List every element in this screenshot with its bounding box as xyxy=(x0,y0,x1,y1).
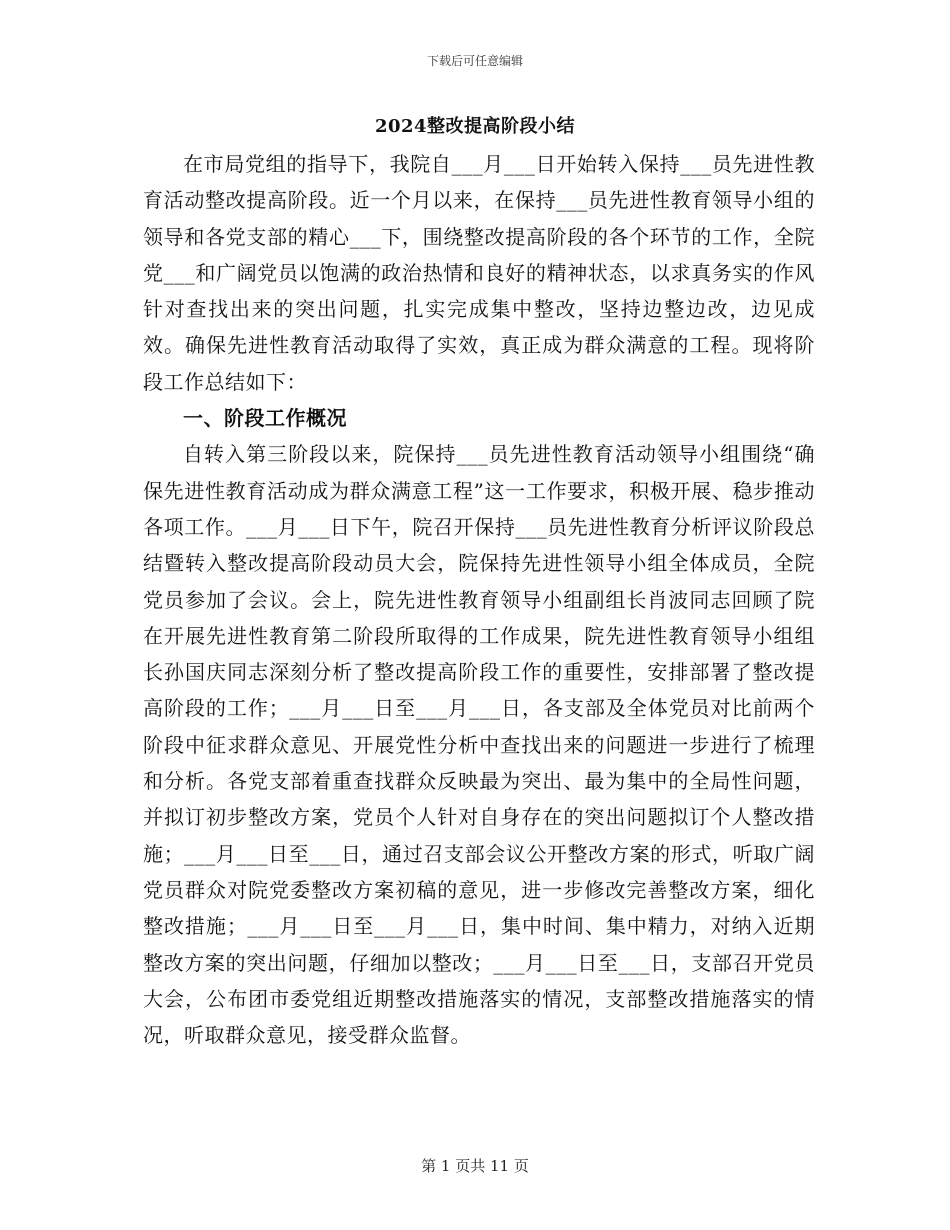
overview-paragraph: 自转入第三阶段以来，院保持___员先进性教育活动领导小组围绕“确保先进性教育活动成为群众满意工程”这一工作要求，积极开展、稳步推动各项工作。___月___日下午，院召开保持___员先进性教育分析评议阶段总结暨转入整改提高阶段动员大会，院保持先进性领导小组全体成员，全院党员参加了会议。会上，院先进性教育领导小组副组长肖波同志回顾了院在开展先进性教育第二阶段所取得的工作成果，院先进性教育领导小组组长孙国庆同志深刻分析了整改提高阶段工作的重要性，安排部署了整改提高阶段的工作；___月___日至___月___日，各支部及全体党员对比前两个阶段中征求群众意见、开展党性分析中查找出来的问题进一步进行了梳理和分析。各党支部着重查找群众反映最为突出、最为集中的全局性问题，并拟订初步整改方案，党员个人针对自身存在的突出问题拟订个人整改措施；___月___日至___日，通过召支部会议公开整改方案的形式，听取广阔党员群众对院党委整改方案初稿的意见，进一步修改完善整改方案，细化整改措施；___月___日至___月___日，集中时间、集中精力，对纳入近期整改方案的突出问题，仔细加以整改；___月___日至___日，支部召开党员大会，公布团市委党组近期整改措施落实的情况，支部整改措施落实的情况，听取群众意见，接受群众监督。 xyxy=(143,442,815,1048)
intro-paragraph: 在市局党组的指导下，我院自___月___日开始转入保持___员先进性教育活动整改提高阶段。近一个月以来，在保持___员先进性教育领导小组的领导和各党支部的精心___下，围绕整改提高阶段的各个环节的工作，全院党___和广阔党员以饱满的政治热情和良好的精神状态，以求真务实的作风针对查找出来的突出问题，扎实完成集中整改，坚持边整边改，边见成效。确保先进性教育活动取得了实效，真正成为群众满意的工程。现将阶段工作总结如下： xyxy=(143,152,815,394)
page-header-note: 下载后可任意编辑 xyxy=(426,54,523,68)
page-number: 第 1 页共 11 页 xyxy=(421,1157,529,1175)
document-body xyxy=(143,146,815,1053)
section-heading: 一、阶段工作概况 xyxy=(183,406,347,431)
document-title: 2024整改提高阶段小结 xyxy=(374,116,576,137)
